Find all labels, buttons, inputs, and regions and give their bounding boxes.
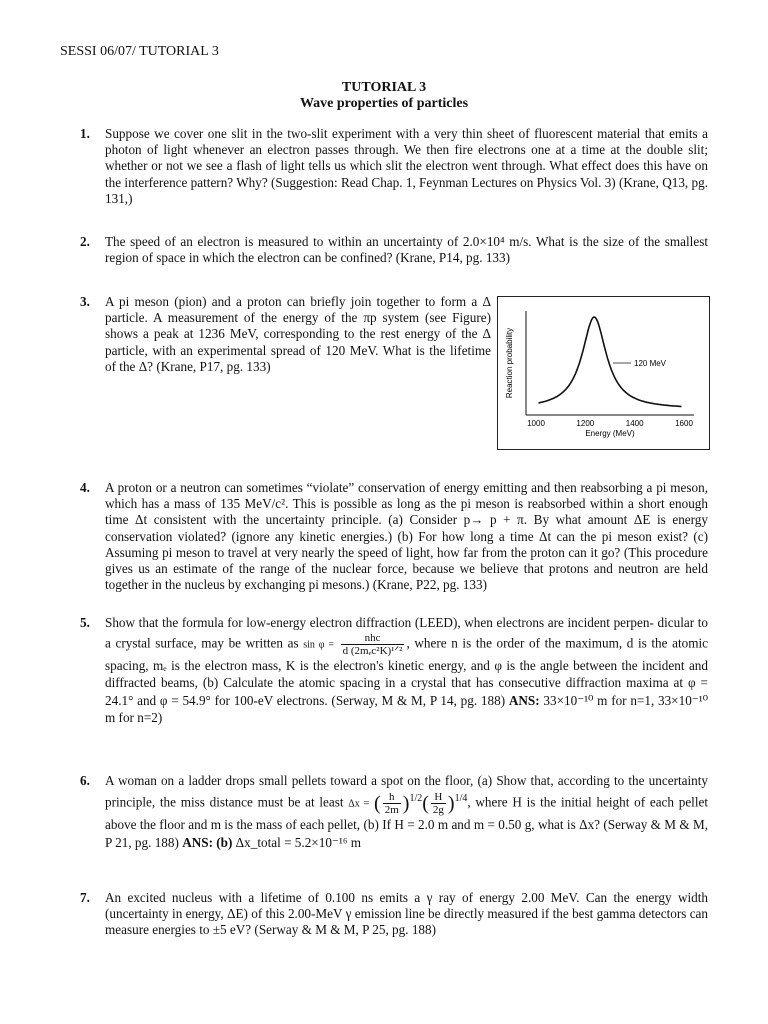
question-7 (80, 890, 708, 939)
question-text: The speed of an electron is measured to within an uncertainty of 2.0×10⁴ m/s. What is the size of the smallest region of space in which the electron can be confined? (Krane, P14, pg. 133) (105, 234, 708, 266)
fraction-denominator: 2g (432, 803, 444, 816)
question-number: 6. (80, 773, 90, 788)
question-number: 5. (80, 615, 90, 630)
page-title: TUTORIAL 3 (341, 80, 427, 95)
question-text: A pi meson (pion) and a proton can briefly join together to form a Δ particle. A measurement of the energy of the πp system (see Figure) shows a peak at 1236 MeV, corresponding to the rest energy of the Δ particle, with an experimental spread of 120 MeV. What is the lifetime of the Δ? (Krane, P17, pg. 133) (105, 294, 491, 374)
question-text: Suppose we cover one slit in the two-slit experiment with a very thin sheet of fluorescent material that emits a photon of light whenever an electron passes through. We then fire electrons one at a time at the double slit; whether or not we see a flash of light tells us which slit the electron went through. What effect does this have on the interference pattern? Why? (Suggestion: Read Chap. 1, Feynman Lectures on Physics Vol. 3) (Krane, Q13, pg. 131,) (105, 126, 708, 206)
fraction-denominator: 2m (384, 803, 399, 816)
question-text: A proton or a neutron can sometimes “violate” conservation of energy emitting and then reabsorbing a pi meson, which has a mass of 135 MeV/c². This is possible as long as the pi meson is reabsorbed within a short enough time Δt consistent with the uncertainty principle. (a) Consider p→ p + π. By what amount ΔE is energy conservation violated? (ignore any kinetic energies.) (b) For how long a time Δt can the pi meson exist? (c) Assuming pi meson to travel at very nearly the speed of light, how far from the proton can it go? (This procedure gives us an estimate of the range of the nuclear force, because we believe that protons and neutron are held together in the nucleus by exchanging pi mesons.) (Krane, P22, pg. 133) (105, 480, 708, 593)
question-text: A woman on a ladder drops small pellets toward a spot on the floor, (a) Show that, according to the uncertainty principle, the miss distance must be at least Δx = ( $\frac{h}{2m}$ )$^{1/2}$( $\frac{H}{2g}$ )$^{1/4}$, where H is the initial height of each pellet above the floor and m is the mass of each pellet, (b) If H = 2.0 m and m = 0.50 g, what is Δx? (Serway & M & M, P 21, pg. 188) ANS: (b) Δx_total = 5.2×10⁻¹⁶ m (105, 773, 709, 850)
question-text-part: Show that the formula for low-energy electron diffraction (LEED), when electrons are incident perpen- dicular to a crystal surface, may be written as (105, 615, 708, 651)
formula-numerator: nhc (341, 632, 405, 645)
question-number: 7. (80, 890, 90, 905)
question-text: An excited nucleus with a lifetime of 0.100 ns emits a γ ray of energy 2.00 MeV. Can the energy width (uncertainty in energy, ΔE) of this 2.00-MeV γ emission line be directly measured if the best gamma detectors can measure energies to ±5 eV? (Serway & M & M, P 25, pg. 188) (105, 890, 708, 938)
question-4 (80, 480, 708, 593)
question-text-part: , where n is the order of the maximum, d is the atomic spacing, mₑ is the electron mass, K is the electron's kinetic energy, and φ is the angle between the incident and diffracted beams, (b) Calculate the atomic spacing in a crystal that has consecutive diffraction maxima at φ = 24.1° and φ = 54.9° for 100-eV electrons. (Serway, M & M, P 14, pg. 188) (105, 635, 708, 708)
question-1 (80, 126, 708, 207)
x-tick-label: 1600 (675, 419, 693, 428)
answer-label: ANS: (b) (182, 834, 233, 850)
exponent: 1/2 (409, 793, 423, 804)
x-tick-label: 1400 (625, 419, 644, 428)
width-annotation-label: 120 MeV (634, 359, 667, 368)
question-text (105, 614, 708, 727)
question-5 (80, 614, 708, 727)
fraction-numerator: H (431, 791, 446, 804)
question-2 (80, 234, 708, 266)
question-number: 1. (80, 126, 90, 141)
x-tick-label: 1200 (576, 419, 595, 428)
question-text-part: , where H is the initial height of each pellet above the floor and m is the mass of each pellet, (b) If H = 2.0 m and m = 0.50 g, what is Δx? (Serway & M & M, P 21, pg. 188) (105, 794, 709, 850)
question-number: 3. (80, 294, 90, 309)
leed-formula (341, 632, 405, 657)
formula-fraction-2 (431, 791, 446, 816)
formula-denominator: d (2mₑc²K)¹ᐟ² (342, 644, 403, 657)
question-number: 2. (80, 234, 90, 249)
answer-text: Δx_total = 5.2×10⁻¹⁶ m (235, 834, 361, 850)
formula-lhs: Δx = (348, 798, 370, 810)
exponent: 1/4 (454, 793, 468, 804)
answer-text: 33×10⁻¹⁰ m for n=1, 33×10⁻¹⁰ m for n=2) (105, 692, 709, 725)
fraction-numerator: h (383, 791, 401, 804)
question-6 (80, 772, 708, 852)
question-text-part: A woman on a ladder drops small pellets toward a spot on the floor, (a) Show that, according to the uncertainty principle, the miss distance must be at least (105, 773, 708, 810)
page-header: SESSI 06/07/ TUTORIAL 3 (60, 44, 219, 59)
page-subtitle: Wave properties of particles (299, 96, 469, 111)
answer-label: ANS: (508, 692, 540, 708)
resonance-figure (497, 296, 710, 450)
x-tick-label: 1000 (527, 419, 545, 428)
question-number: 4. (80, 480, 90, 495)
x-axis-label: Energy (MeV) (585, 429, 635, 438)
formula-fraction-1 (383, 791, 401, 816)
resonance-chart (498, 297, 709, 449)
y-axis-label: Reaction probability (505, 327, 514, 399)
formula-lhs: sin φ = (303, 639, 334, 651)
